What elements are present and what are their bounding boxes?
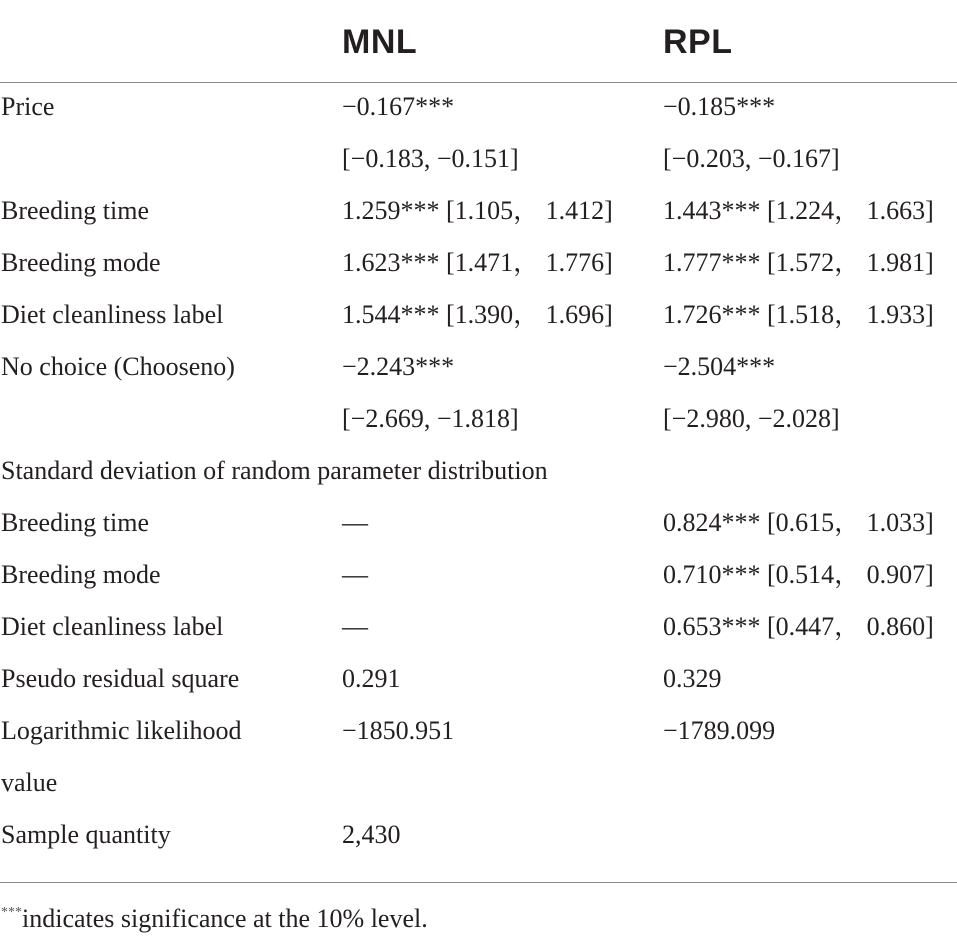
rpl-value: −1789.099	[663, 716, 776, 745]
rpl-value: 1.726*** [1.518， 1.933]	[663, 300, 934, 329]
column-header-rpl: RPL	[663, 23, 733, 61]
mnl-value: —	[342, 508, 368, 537]
row-label: No choice (Chooseno)	[1, 352, 235, 381]
table-bottom-divider	[0, 882, 957, 883]
mnl-value: 0.291	[342, 664, 401, 693]
column-header-mnl: MNL	[342, 23, 418, 61]
row-label: Pseudo residual square	[1, 664, 240, 693]
rpl-value: 1.443*** [1.224， 1.663]	[663, 196, 934, 225]
row-label: Sample quantity	[1, 820, 171, 849]
mnl-value: 1.623*** [1.471， 1.776]	[342, 248, 613, 277]
mnl-value: 2,430	[342, 820, 401, 849]
rpl-value: 0.710*** [0.514， 0.907]	[663, 560, 934, 589]
footnote-marker: ***	[1, 905, 22, 920]
mnl-value: −2.243***	[342, 352, 455, 381]
rpl-value: [−2.980, −2.028]	[663, 404, 840, 433]
mnl-value: 1.544*** [1.390， 1.696]	[342, 300, 613, 329]
row-label: Price	[1, 92, 55, 121]
rpl-value: [−0.203, −0.167]	[663, 144, 840, 173]
row-label: Diet cleanliness label	[1, 612, 224, 641]
row-label: Logarithmic likelihood	[1, 716, 242, 745]
header-divider	[0, 82, 957, 83]
row-label: Breeding time	[1, 508, 150, 537]
mnl-value: −1850.951	[342, 716, 455, 745]
table-footnote	[1, 895, 428, 937]
rpl-value: −0.185***	[663, 92, 776, 121]
rpl-value: −2.504***	[663, 352, 776, 381]
footnote-text: indicates significance at the 10% level.	[22, 904, 428, 933]
row-label: Breeding mode	[1, 560, 161, 589]
section-heading: Standard deviation of random parameter distribution	[1, 456, 548, 485]
rpl-value: 0.329	[663, 664, 722, 693]
mnl-value: −0.167***	[342, 92, 455, 121]
mnl-value: [−0.183, −0.151]	[342, 144, 519, 173]
mnl-value: 1.259*** [1.105， 1.412]	[342, 196, 613, 225]
row-label: value	[1, 768, 58, 797]
mnl-value: —	[342, 612, 368, 641]
row-label: Breeding time	[1, 196, 150, 225]
rpl-value: 0.653*** [0.447， 0.860]	[663, 612, 934, 641]
rpl-value: 1.777*** [1.572， 1.981]	[663, 248, 934, 277]
mnl-value: [−2.669, −1.818]	[342, 404, 519, 433]
row-label: Breeding mode	[1, 248, 161, 277]
mnl-value: —	[342, 560, 368, 589]
row-label: Diet cleanliness label	[1, 300, 224, 329]
rpl-value: 0.824*** [0.615， 1.033]	[663, 508, 934, 537]
